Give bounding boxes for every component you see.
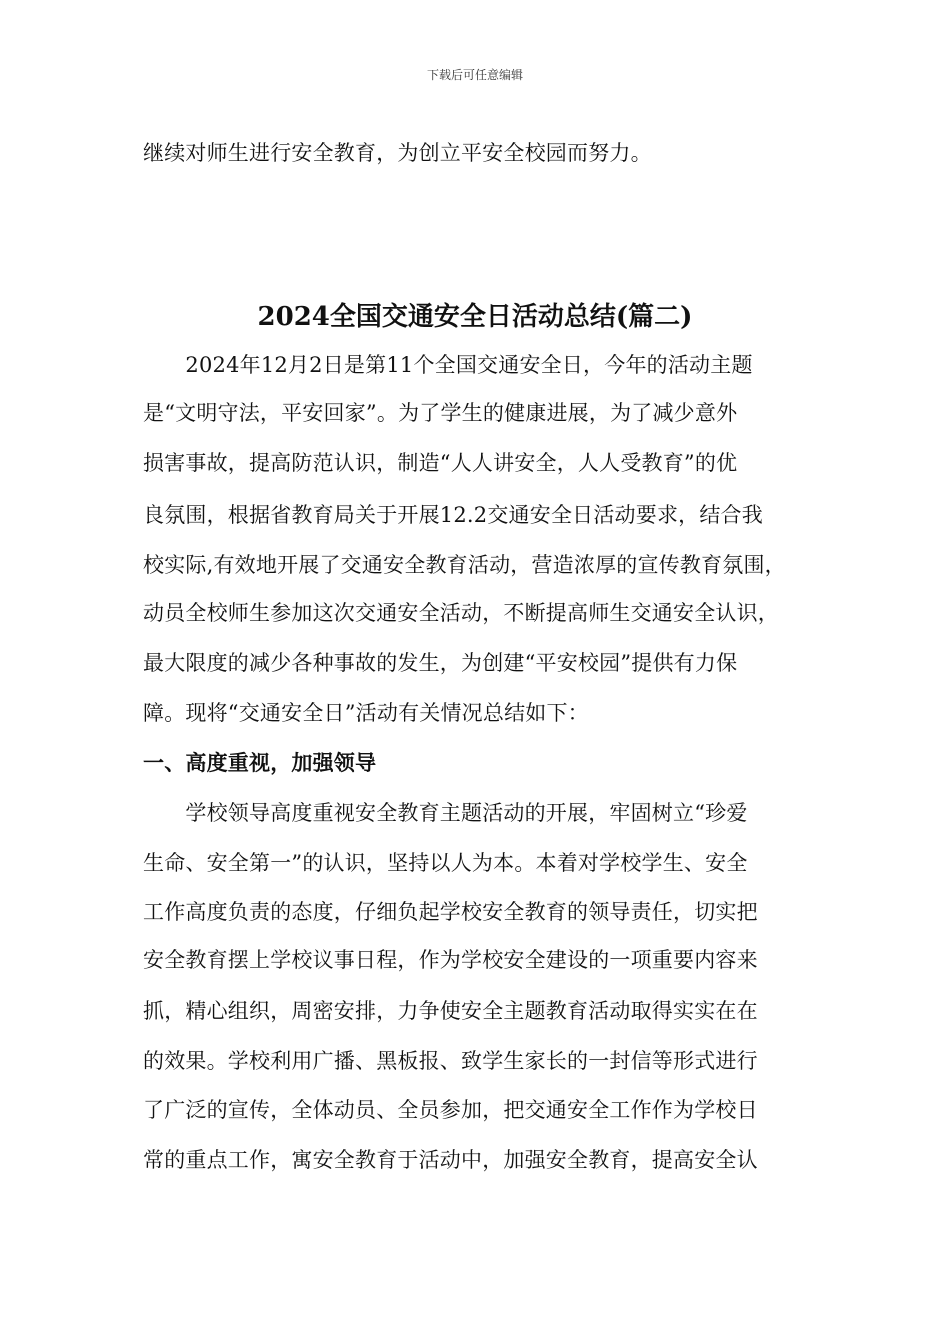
body-line: 动员全校师生参加这次交通安全活动，不断提高师生交通安全认识， (143, 601, 779, 625)
body-line: 生命、安全第一”的认识，坚持以人为本。本着对学校学生、安全 (143, 851, 748, 875)
body-line: 校实际,有效地开展了交通安全教育活动，营造浓厚的宣传教育氛围， (143, 553, 786, 577)
body-line: 良氛围，根据省教育局关于开展12.2交通安全日活动要求，结合我 (143, 503, 763, 527)
section-heading: 一、高度重视，加强领导 (143, 750, 377, 775)
body-line: 了广泛的宣传，全体动员、全员参加，把交通安全工作作为学校日 (143, 1098, 758, 1122)
body-line: 学校领导高度重视安全教育主题活动的开展，牢固树立“珍爱 (143, 801, 748, 825)
body-line: 抓，精心组织，周密安排，力争使安全主题教育活动取得实实在在 (143, 999, 758, 1023)
header-note: 下载后可任意编辑 (426, 68, 523, 82)
body-line: 是“文明守法，平安回家”。为了学生的健康进展，为了减少意外 (143, 401, 738, 425)
body-line: 的效果。学校利用广播、黑板报、致学生家长的一封信等形式进行 (143, 1049, 758, 1073)
document-title: 2024全国交通安全日活动总结(篇二) (257, 302, 693, 332)
body-line: 障。现将“交通安全日”活动有关情况总结如下： (143, 701, 589, 725)
body-line: 损害事故，提高防范认识，制造“人人讲安全，人人受教育”的优 (143, 451, 738, 475)
body-line: 安全教育摆上学校议事日程，作为学校安全建设的一项重要内容来 (143, 948, 758, 972)
body-line: 最大限度的减少各种事故的发生，为创建“平安校园”提供有力保 (143, 651, 738, 675)
body-line: 常的重点工作，寓安全教育于活动中，加强安全教育，提高安全认 (143, 1148, 758, 1172)
body-line: 2024年12月2日是第11个全国交通安全日，今年的活动主题 (143, 353, 753, 377)
body-line: 工作高度负责的态度，仔细负起学校安全教育的领导责任，切实把 (143, 900, 758, 924)
body-line: 继续对师生进行安全教育，为创立平安全校园而努力。 (143, 141, 652, 165)
